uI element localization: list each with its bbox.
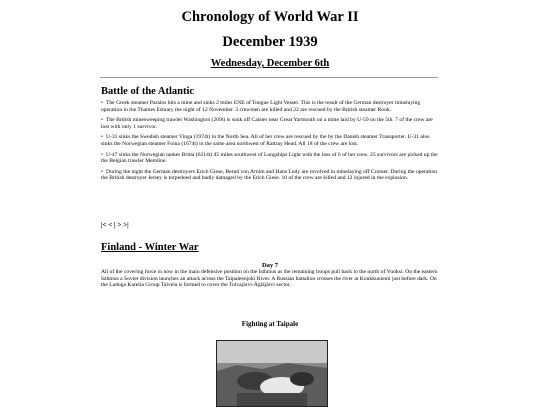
bullet-text: During the night the German destroyers Erich Giese, Bernd von Arnim and Hans Lody are involved in minelaying off Cromer. During the operation the British destroyer Jersey is torpedoed and badly damaged by the Erich Giese. 10 of the crew are killed and 12 injured in the explosion. [101, 168, 438, 182]
atlantic-heading: Battle of the Atlantic [101, 86, 195, 97]
prev-day-link[interactable]: < [108, 221, 113, 229]
bullet-text: The British minesweeping trawler Washington (209t) is sunk off Caister near Great Yarmouth on a mine laid by U-59 on the 5th. 7 of the crew are lost with only 1 survivor. [101, 117, 433, 130]
bullet-text: U-47 sinks the Norwegian tanker Britta (6214t) 45 miles southwest of Longships Light with the loss of 6 of her crew. 25 survivors are picked up the the Belgian trawler Memline. [101, 151, 438, 165]
photo-caption: Fighting at Taipale [241, 320, 299, 328]
day-label: Day 7 [261, 262, 279, 269]
battle-photo [216, 340, 328, 407]
nav-separator: | [114, 221, 116, 229]
date-heading: Wednesday, December 6th [210, 58, 330, 69]
divider [100, 77, 438, 78]
finland-text: All of the covering force in now in the main defensive position on the Isthmus as the remaining troops pull back to the north of Vuoksi. On the eastern Isthmus a Soviet division launches an attack across the Taipaleenjoki River. A Russian battalion crosses the river at Koukkuniemi just before dark. On the Ladoga Karelia Group Talvela is formed to cover the Tolvajärvi-Ägläjärvi sector. [101, 269, 438, 289]
bullet-item: • The British minesweeping trawler Washington (209t) is sunk off Caister near Great Yarmouth on a mine laid by U-59 on the 5th. 7 of the crew are lost with only 1 survivor. [101, 117, 433, 130]
month-heading: December 1939 [222, 34, 318, 50]
bullet-item: • U-31 sinks the Swedish steamer Vinga (1974t) in the North Sea. All of her crew are rescued by the by the Danish steamer Transporter. U-31 also sinks the Norwegian steamer Foina (1674t) in the same area northwest of Rattray Head. All 18 of the crew are lost. [101, 134, 430, 147]
page-title: Chronology of World War II [181, 9, 359, 25]
next-day-link[interactable]: > [117, 221, 122, 229]
photo-image [217, 341, 327, 406]
bullet-item: • U-47 sinks the Norwegian tanker Britta (6214t) 45 miles southwest of Longships Light with the loss of 6 of her crew. 25 survivors are picked up the the Belgian trawler Memline. [101, 151, 438, 165]
bullet-item: • During the night the German destroyers Erich Giese, Bernd von Arnim and Hans Lody are involved in minelaying off Cromer. During the operation the British destroyer Jersey is torpedoed and badly damaged by the Erich Giese. 10 of the crew are killed and 12 injured in the explosion. [101, 168, 438, 182]
bullet-text: The Greek steamer Paralos hits a mine and sinks 2 miles ENE of Tongue Light Vessel. This is the result of the German destroyer minelaying operation in the Thames Estuary the night of 12 November. 3 crewmen are killed and 22 are rescued by the British steamer Rook. [101, 100, 421, 113]
first-day-link[interactable]: |< [101, 221, 107, 229]
bullet-item: • The Greek steamer Paralos hits a mine and sinks 2 miles ENE of Tongue Light Vessel. This is the result of the German destroyer minelaying operation in the Thames Estuary the night of 12 November. 3 crewmen are killed and 22 are rescued by the British steamer Rook. [101, 100, 421, 113]
atlantic-bullets [101, 100, 439, 186]
day-navigation [101, 221, 129, 229]
bullet-text: U-31 sinks the Swedish steamer Vinga (1974t) in the North Sea. All of her crew are rescued by the by the Danish steamer Transporter. U-31 also sinks the Norwegian steamer Foina (1674t) in the same area northwest of Rattray Head. All 18 of the crew are lost. [101, 134, 430, 147]
finland-heading: Finland - Winter War [101, 242, 199, 253]
last-day-link[interactable]: >| [123, 221, 129, 229]
